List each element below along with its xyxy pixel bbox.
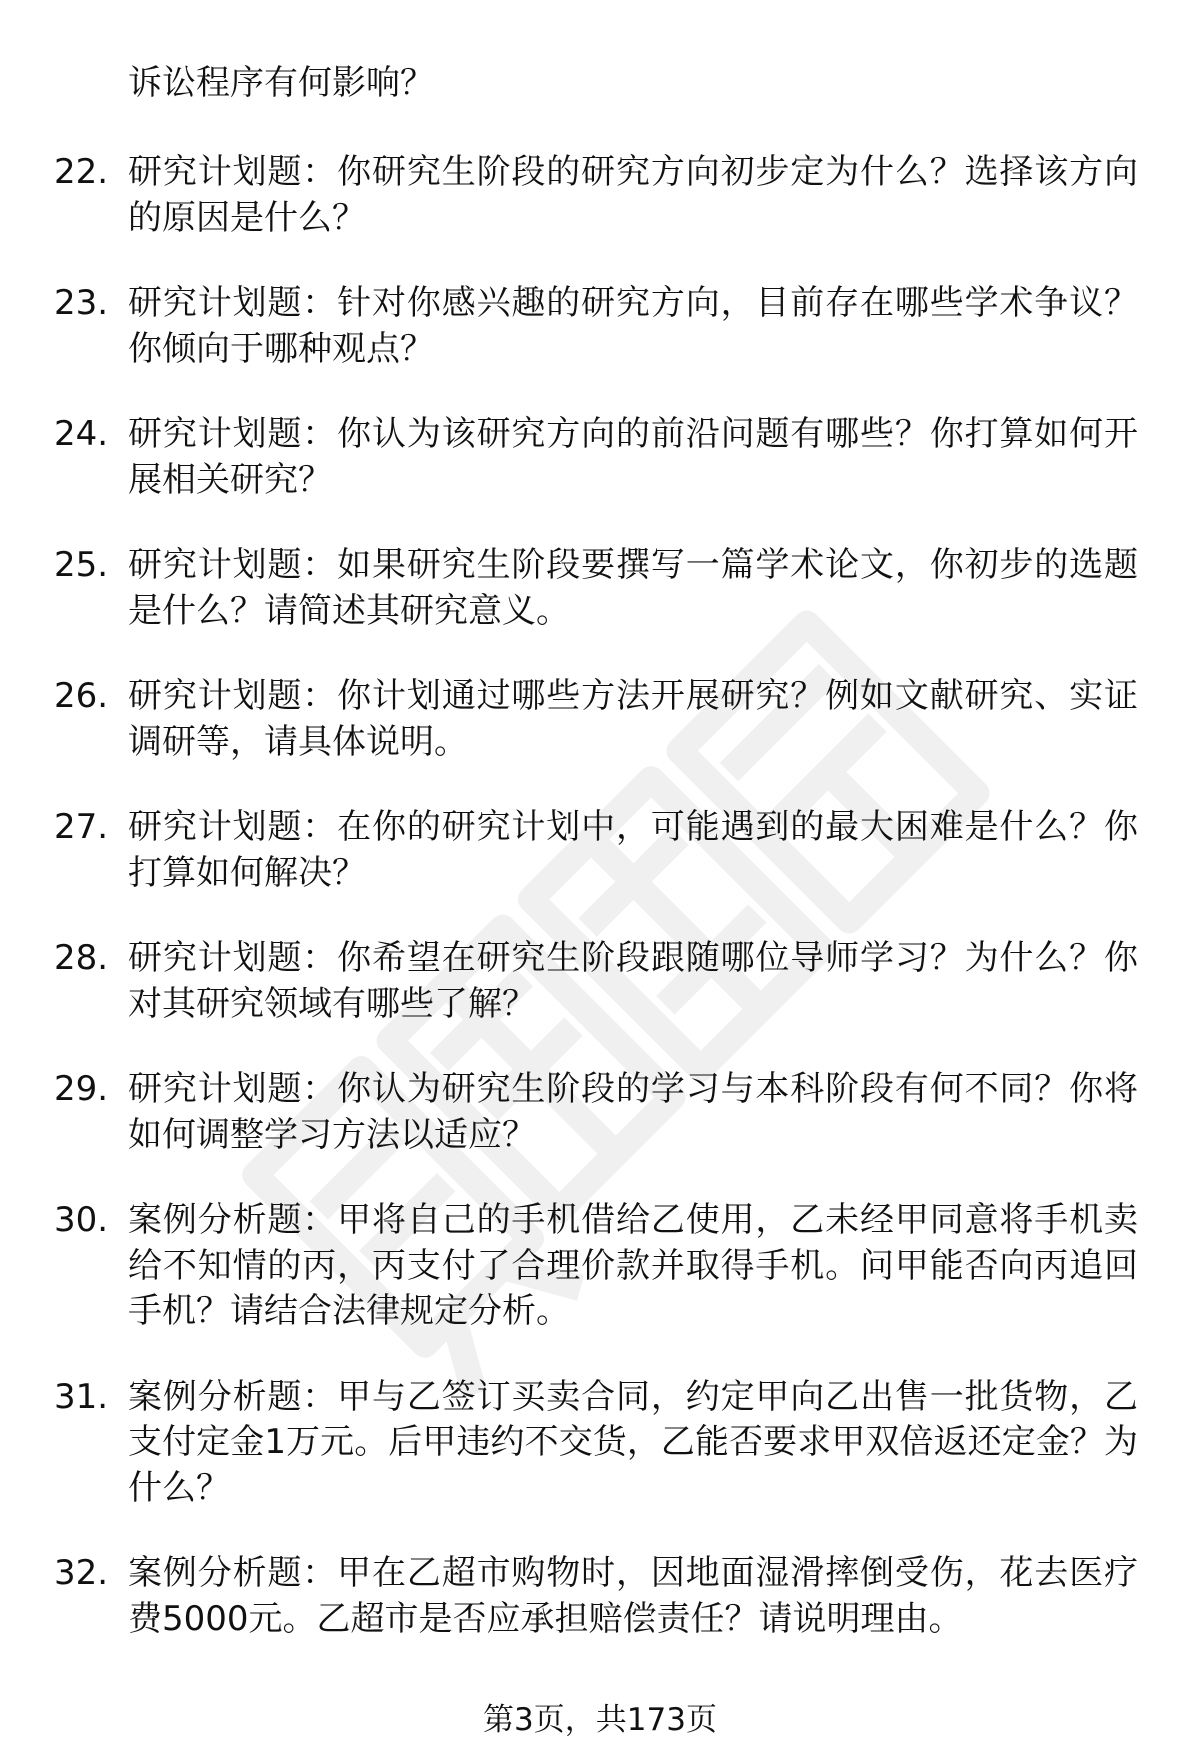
question-number: 28. [54, 938, 109, 978]
question-item [0, 674, 1200, 765]
question-text: 研究计划题：在你的研究计划中，可能遇到的最大困难是什么？你打算如何解决？ [128, 807, 1138, 893]
question-item [0, 936, 1200, 1027]
question-number: 22. [54, 152, 109, 192]
question-item [0, 805, 1200, 896]
question-text: 研究计划题：你计划通过哪些方法开展研究？例如文献研究、实证调研等，请具体说明。 [128, 676, 1138, 762]
question-item [0, 543, 1200, 634]
question-number: 26. [54, 676, 109, 716]
question-text: 研究计划题：你研究生阶段的研究方向初步定为什么？选择该方向的原因是什么？ [128, 152, 1138, 238]
question-text: 案例分析题：甲与乙签订买卖合同，约定甲向乙出售一批货物，乙支付定金1万元。后甲违约不交货，乙能否要求甲双倍返还定金？为什么？ [128, 1376, 1138, 1508]
question-item [0, 412, 1200, 503]
question-item [0, 281, 1200, 372]
question-list [0, 150, 1200, 1682]
question-item [0, 1198, 1200, 1335]
question-number: 27. [54, 807, 109, 847]
question-number: 23. [54, 283, 109, 323]
continued-paragraph: 诉讼程序有何影响？ [128, 63, 434, 103]
question-text: 案例分析题：甲在乙超市购物时，因地面湿滑摔倒受伤，花去医疗费5000元。乙超市是否应承担赔偿责任？请说明理由。 [128, 1553, 1138, 1639]
question-number: 25. [54, 545, 109, 585]
question-text: 研究计划题：你认为研究生阶段的学习与本科阶段有何不同？你将如何调整学习方法以适应？ [128, 1069, 1138, 1155]
question-item [0, 1067, 1200, 1158]
question-item [0, 1551, 1200, 1642]
question-item [0, 1375, 1200, 1512]
question-number: 24. [54, 414, 109, 454]
question-number: 29. [54, 1069, 109, 1109]
question-number: 30. [54, 1200, 109, 1240]
question-item [0, 150, 1200, 241]
question-number: 31. [54, 1376, 109, 1417]
question-text: 研究计划题：你认为该研究方向的前沿问题有哪些？你打算如何开展相关研究？ [128, 414, 1138, 500]
question-text: 研究计划题：如果研究生阶段要撰写一篇学术论文，你初步的选题是什么？请简述其研究意义。 [128, 545, 1138, 631]
question-text: 研究计划题：针对你感兴趣的研究方向，目前存在哪些学术争议？你倾向于哪种观点？ [128, 283, 1138, 369]
question-text: 研究计划题：你希望在研究生阶段跟随哪位导师学习？为什么？你对其研究领域有哪些了解？ [128, 938, 1138, 1024]
question-text: 案例分析题：甲将自己的手机借给乙使用，乙未经甲同意将手机卖给不知情的丙，丙支付了合理价款并取得手机。问甲能否向丙追回手机？请结合法律规定分析。 [128, 1200, 1138, 1331]
question-number: 32. [54, 1553, 109, 1593]
page-footer: 第3页，共173页 [483, 1702, 717, 1738]
